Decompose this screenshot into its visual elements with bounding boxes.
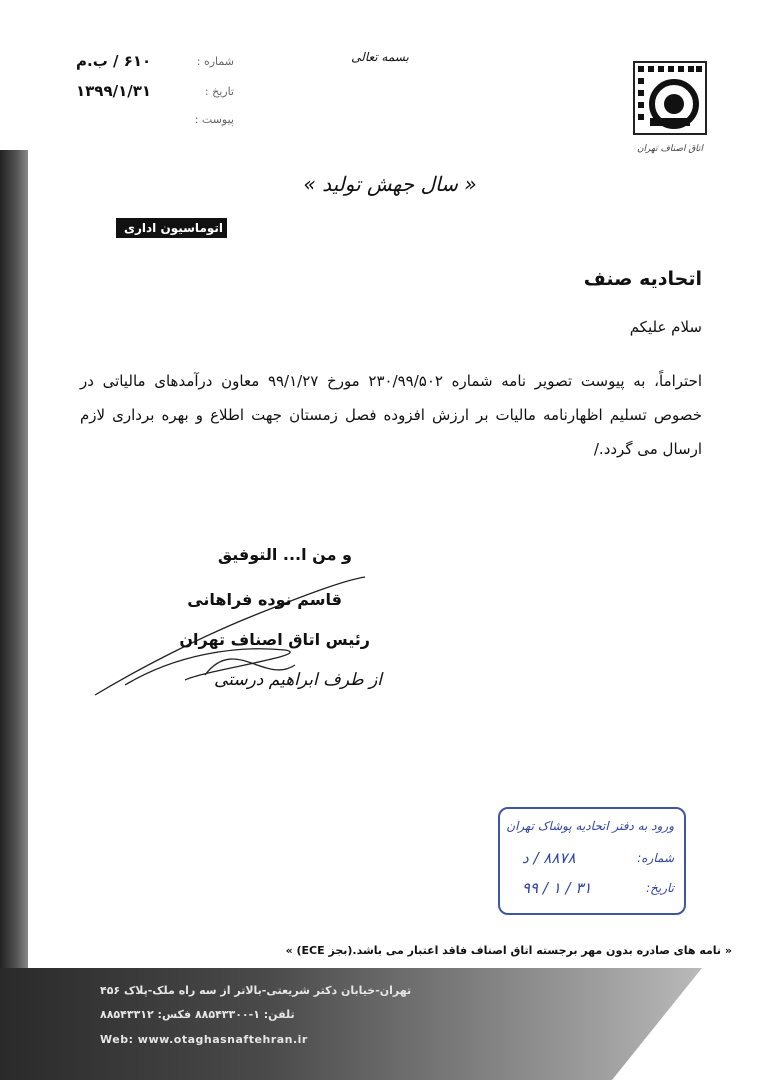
entry-stamp-number-value: ۸۸۷۸ / د (522, 849, 576, 867)
signer-name: قاسم نوده فراهانی (187, 590, 342, 609)
greeting: سلام علیکم (629, 318, 702, 336)
number-value: ۶۱۰ / ب.م (76, 52, 152, 70)
signer-title: رئیس اتاق اصناف تهران (179, 630, 370, 649)
date-value: ۱۳۹۹/۱/۳۱ (76, 82, 152, 100)
logo-caption: اتاق اصناف تهران (636, 144, 704, 154)
entry-stamp-date-label: تاریخ: (646, 881, 674, 895)
footer-address: تهران-خیابان دکتر شریعتی-بالاتر از سه راه ملک-پلاک ۴۵۶ (100, 984, 412, 997)
date-label: تاریخ : (204, 85, 234, 98)
gear-logo-icon (628, 58, 712, 138)
entry-stamp-number-label: شماره: (637, 851, 674, 865)
validity-note: « نامه های صادره بدون مهر برجسته اتاق اصناف فاقد اعتبار می باشد.(بجز ECE) » (285, 944, 732, 957)
basmala: بسمه تعالی (351, 50, 409, 64)
entry-stamp-title: ورود به دفتر اتحادیه پوشاک تهران (506, 819, 674, 833)
addressee: اتحادیه صنف (583, 268, 702, 290)
office-automation-stamp: اتوماسیون اداری (116, 218, 227, 238)
letter-body: احتراماً، به پیوست تصویر نامه شماره ۲۳۰/۹۹/۵۰۲ مورخ ۹۹/۱/۲۷ معاون درآمدهای مالیاتی در خصوص تسلیم اظهارنامه مالیات بر ارزش افزوده فصل زمستان جهت اطلاع و بهره برداری لازم ارسال می گردد./ (80, 372, 703, 458)
guild-chamber-logo (628, 58, 712, 158)
footer-web: Web: www.otaghasnaftehran.ir (100, 1033, 308, 1046)
entry-stamp-date-value: ۹۹ / ۱ / ۳۱ (522, 879, 592, 897)
closing-phrase: و من ا... التوفیق (217, 545, 352, 564)
footer-phone: تلفن: ۱-۸۸۵۴۳۳۰۰ فکس: ۸۸۵۴۳۳۱۲ (100, 1008, 295, 1021)
entry-stamp (498, 807, 686, 915)
proxy-note: از طرف ابراهیم درستی (214, 670, 382, 690)
attachment-label: پیوست : (194, 113, 234, 126)
number-label: شماره : (196, 55, 234, 68)
left-decorative-stripe (0, 150, 28, 1080)
year-slogan: « سال جهش تولید » (303, 172, 477, 196)
